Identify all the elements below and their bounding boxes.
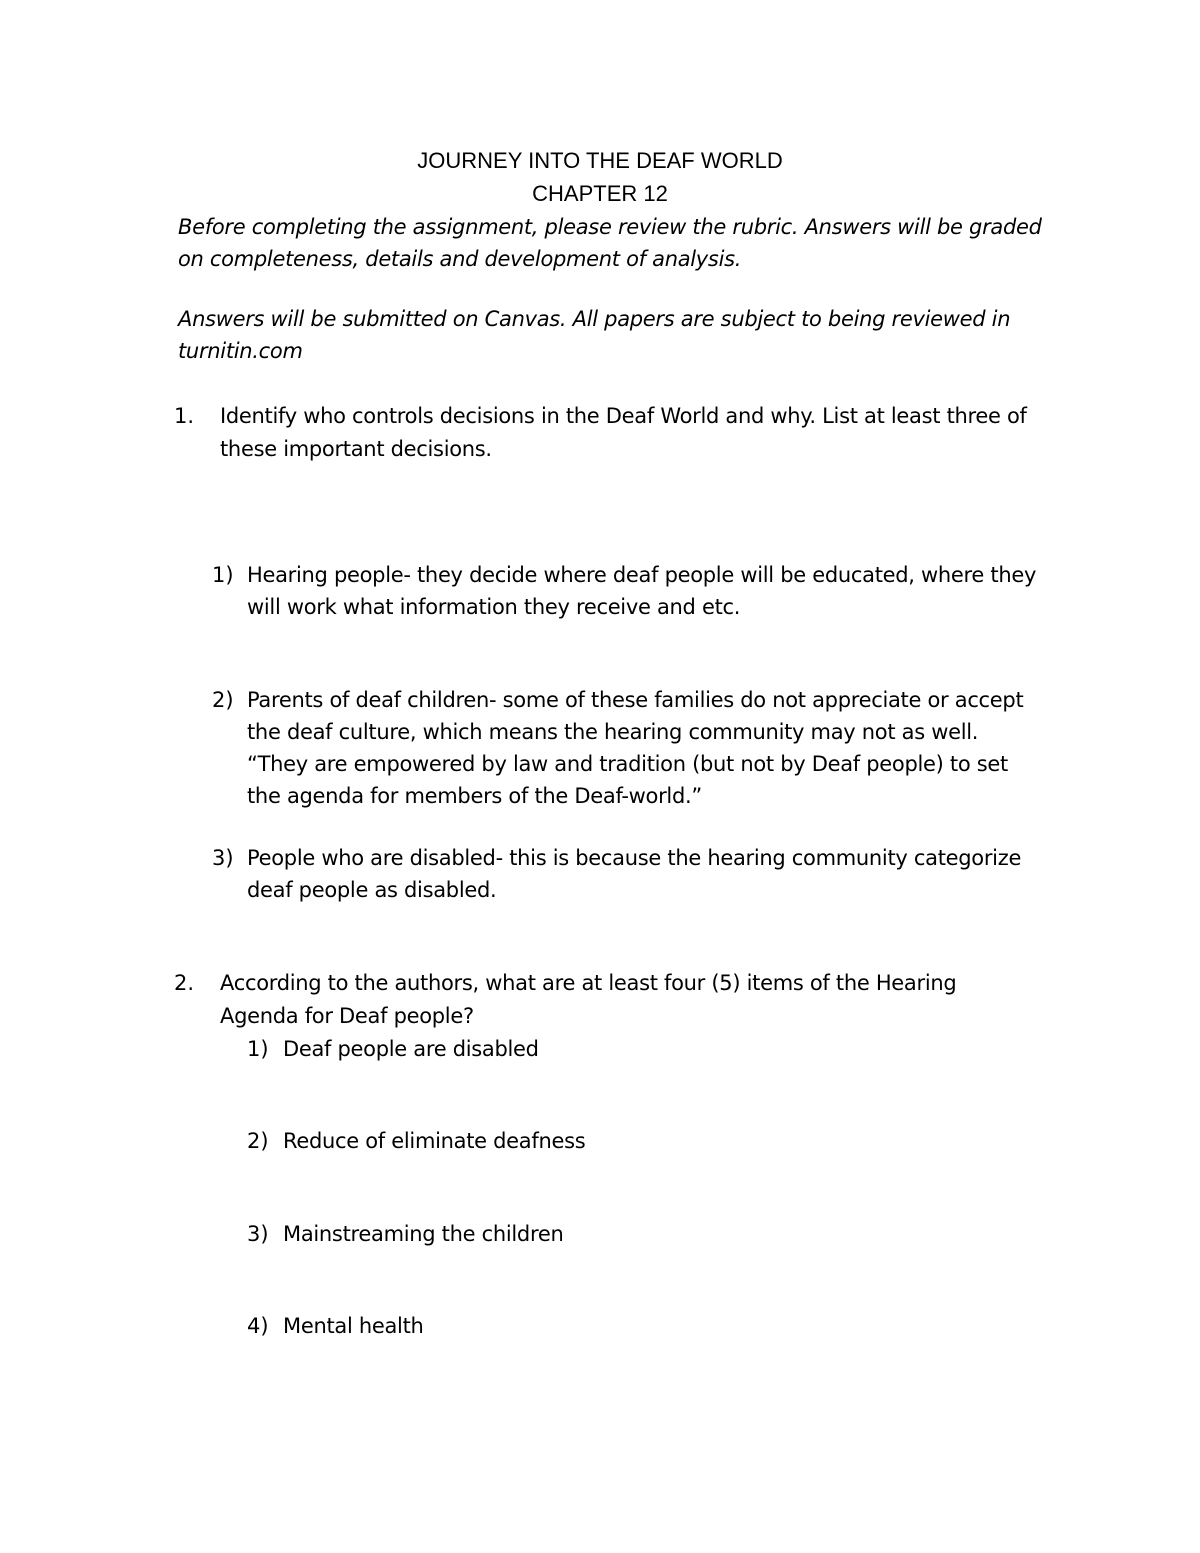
- answer-2-1-number: 1): [247, 1037, 269, 1061]
- question-2-number: 2.: [174, 971, 195, 995]
- answer-2-1-text: Deaf people are disabled: [283, 1037, 539, 1061]
- answer-2-4-number: 4): [247, 1314, 269, 1338]
- rubric-instruction: Before completing the assignment, please review the rubric. Answers will be graded on completeness, details and development of analysis.: [178, 215, 1042, 271]
- answer-1-3-number: 3): [212, 846, 234, 870]
- question-1-number: 1.: [174, 404, 195, 428]
- chapter-heading: CHAPTER 12: [532, 181, 668, 206]
- answer-1-3-text: People who are disabled- this is because the hearing community categorize deaf people as disabled.: [247, 846, 1022, 902]
- answer-2-2-number: 2): [247, 1129, 269, 1153]
- submission-instruction: Answers will be submitted on Canvas. All papers are subject to being reviewed in turnitin.com: [178, 307, 1011, 363]
- document-title: JOURNEY INTO THE DEAF WORLD: [417, 148, 783, 173]
- answer-1-2-number: 2): [212, 688, 234, 712]
- answer-2-2-text: Reduce of eliminate deafness: [283, 1129, 586, 1153]
- question-2-text: According to the authors, what are at least four (5) items of the Hearing Agenda for Deaf people?: [220, 971, 957, 1028]
- answer-2-4-text: Mental health: [283, 1314, 424, 1338]
- answer-2-3-text: Mainstreaming the children: [283, 1222, 564, 1246]
- answer-1-1-number: 1): [212, 563, 234, 587]
- question-1-text: Identify who controls decisions in the Deaf World and why. List at least three of these important decisions.: [220, 404, 1027, 461]
- answer-1-2-text: Parents of deaf children- some of these families do not appreciate or accept the deaf culture, which means the hearing community may not as well. “They are empowered by law and tradition (but not by Deaf people) to set the agenda for members of the Deaf-world.”: [247, 688, 1024, 808]
- answer-2-3-number: 3): [247, 1222, 269, 1246]
- answer-1-1-text: Hearing people- they decide where deaf people will be educated, where they will work what information they receive and etc.: [247, 563, 1037, 619]
